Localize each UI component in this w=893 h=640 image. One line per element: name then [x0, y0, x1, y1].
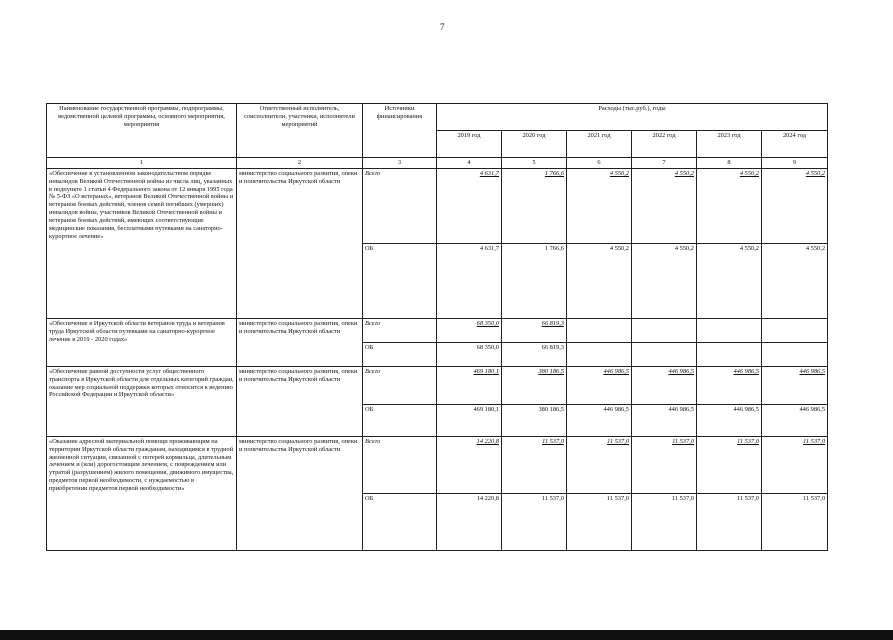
- total-value-cell: 446 986,5: [567, 367, 632, 405]
- budget-value-cell: 11 537,0: [502, 494, 567, 551]
- budget-value-cell: 11 537,0: [762, 494, 828, 551]
- total-value-cell: 14 220,8: [437, 437, 502, 494]
- header-year-4: 2022 год: [632, 131, 697, 158]
- total-value-cell: 446 986,5: [762, 367, 828, 405]
- total-value-cell: 469 180,1: [437, 367, 502, 405]
- total-value-cell: 446 986,5: [632, 367, 697, 405]
- total-value-cell: 1 766,6: [502, 169, 567, 244]
- total-value-cell: 68 350,0: [437, 319, 502, 343]
- total-value-cell: [697, 319, 762, 343]
- total-value-cell: 380 186,5: [502, 367, 567, 405]
- source-total-label: Всего: [363, 367, 437, 405]
- budget-value-cell: 68 350,0: [437, 343, 502, 367]
- source-total-label: Всего: [363, 169, 437, 244]
- table-row: [47, 319, 828, 343]
- budget-value-cell: 4 550,2: [567, 244, 632, 319]
- total-value-cell: 11 537,0: [567, 437, 632, 494]
- header-program-name: Наименование государственной программы, подпрограммы, ведомственной целевой программы, основного мероприятия, мероприятия: [47, 104, 237, 158]
- source-total-label: Всего: [363, 319, 437, 343]
- source-budget-label: ОБ: [363, 494, 437, 551]
- budget-value-cell: 446 986,5: [632, 405, 697, 437]
- total-value-cell: [632, 319, 697, 343]
- page-number: 7: [440, 22, 445, 32]
- total-value-cell: 66 819,3: [502, 319, 567, 343]
- responsible-cell: министерство социального развития, опеки и попечительства Иркутской области: [237, 437, 363, 551]
- header-sources: Источники финансирования: [363, 104, 437, 158]
- budget-value-cell: 469 180,1: [437, 405, 502, 437]
- budget-value-cell: 11 537,0: [697, 494, 762, 551]
- budget-value-cell: [762, 343, 828, 367]
- budget-value-cell: 446 986,5: [697, 405, 762, 437]
- total-value-cell: 4 550,2: [762, 169, 828, 244]
- column-number-6: 6: [567, 158, 632, 169]
- responsible-cell: министерство социального развития, опеки и попечительства Иркутской области: [237, 169, 363, 319]
- program-name-cell: «Обеспечение в Иркутской области ветеранов труда и ветеранов труда Иркутской области путевками на санаторно-курортное лечение в 2019 - 2020 годах»: [47, 319, 237, 367]
- total-value-cell: [762, 319, 828, 343]
- header-year-3: 2021 год: [567, 131, 632, 158]
- responsible-cell: министерство социального развития, опеки и попечительства Иркутской области: [237, 319, 363, 367]
- budget-value-cell: 446 986,5: [567, 405, 632, 437]
- table-row: [47, 169, 828, 244]
- header-responsible: Ответственный исполнитель, соисполнители, участники, исполнители мероприятий: [237, 104, 363, 158]
- total-value-cell: 11 537,0: [697, 437, 762, 494]
- header-year-5: 2023 год: [697, 131, 762, 158]
- total-value-cell: [567, 319, 632, 343]
- budget-value-cell: 446 986,5: [762, 405, 828, 437]
- total-value-cell: 4 550,2: [632, 169, 697, 244]
- header-year-6: 2024 год: [762, 131, 828, 158]
- table-row: [47, 437, 828, 494]
- budget-value-cell: [567, 343, 632, 367]
- column-number-7: 7: [632, 158, 697, 169]
- budget-value-cell: [632, 343, 697, 367]
- total-value-cell: 11 537,0: [762, 437, 828, 494]
- program-name-cell: «Оказание адресной материальной помощи проживающим на территории Иркутской области гражданам, находящимся в трудной жизненной ситуации, связанной с потерей кормильца, длительным лечением и (или) дорогостоящим лечением, с повреждением или утратой (разрушением) жилого помещения, движимого имущества, предметов первой необходимости, с нуждаемостью в приобретении предметов первой необходимости»: [47, 437, 237, 551]
- source-total-label: Всего: [363, 437, 437, 494]
- budget-value-cell: 11 537,0: [632, 494, 697, 551]
- header-expenses: Расходы (тыс.руб.), годы: [437, 104, 828, 131]
- column-number-1: 1: [47, 158, 237, 169]
- budget-value-cell: 66 819,3: [502, 343, 567, 367]
- column-number-3: 3: [363, 158, 437, 169]
- source-budget-label: ОБ: [363, 405, 437, 437]
- program-name-cell: «Обеспечение равной доступности услуг общественного транспорта в Иркутской области для отдельных категорий граждан, оказание мер социальной поддержки которых относится к ведению Российской Федерации и Иркутской области»: [47, 367, 237, 437]
- total-value-cell: 446 986,5: [697, 367, 762, 405]
- budget-value-cell: 1 766,6: [502, 244, 567, 319]
- column-number-2: 2: [237, 158, 363, 169]
- header-year-2: 2020 год: [502, 131, 567, 158]
- total-value-cell: 4 550,2: [697, 169, 762, 244]
- scan-bottom-edge: [0, 630, 893, 640]
- header-year-1: 2019 год: [437, 131, 502, 158]
- budget-value-cell: 4 550,2: [632, 244, 697, 319]
- column-number-8: 8: [697, 158, 762, 169]
- budget-value-cell: 380 186,5: [502, 405, 567, 437]
- total-value-cell: 11 537,0: [502, 437, 567, 494]
- budget-value-cell: 14 220,8: [437, 494, 502, 551]
- budget-value-cell: 4 631,7: [437, 244, 502, 319]
- budget-value-cell: 4 550,2: [697, 244, 762, 319]
- total-value-cell: 4 550,2: [567, 169, 632, 244]
- total-value-cell: 11 537,0: [632, 437, 697, 494]
- source-budget-label: ОБ: [363, 343, 437, 367]
- column-number-9: 9: [762, 158, 828, 169]
- program-name-cell: «Обеспечение в установленном законодательством порядке инвалидов Великой Отечественной войны из числа лиц, указанных в подпункте 1 статьи 4 Федерального закона от 12 января 1995 года № 5-ФЗ «О ветеранах», ветеранов Великой Отечественной войны и ветеранов боевых действий, членов семей погибших (умерших) инвалидов войны, участников Великой Отечественной войны и ветеранов боевых действий, имеющих соответствующие медицинские показания, бесплатными путевками на санаторно-курортное лечение»: [47, 169, 237, 319]
- responsible-cell: министерство социального развития, опеки и попечительства Иркутской области: [237, 367, 363, 437]
- budget-value-cell: [697, 343, 762, 367]
- total-value-cell: 4 631,7: [437, 169, 502, 244]
- budget-value-cell: 11 537,0: [567, 494, 632, 551]
- expenses-table: [46, 103, 828, 551]
- budget-value-cell: 4 550,2: [762, 244, 828, 319]
- source-budget-label: ОБ: [363, 244, 437, 319]
- column-number-4: 4: [437, 158, 502, 169]
- column-number-5: 5: [502, 158, 567, 169]
- table-row: [47, 367, 828, 405]
